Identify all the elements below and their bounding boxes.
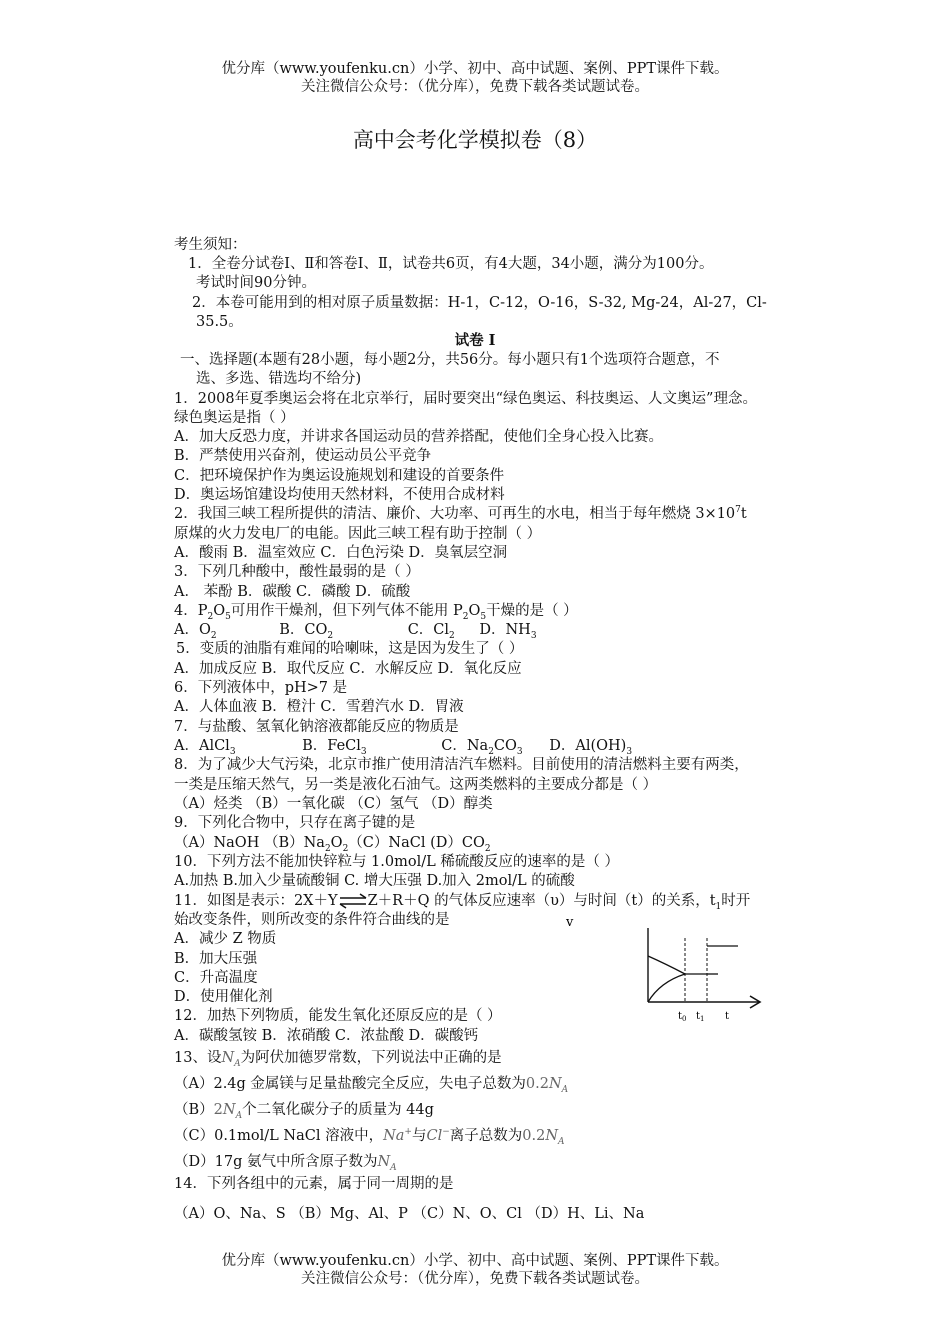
question-7-options <box>174 737 632 755</box>
subscript: 2 <box>484 843 491 854</box>
question-9: 9．下列化合物中，只存在离子键的是 <box>174 815 416 831</box>
question-5-options: A．加成反应 B．取代反应 C．水解反应 D．氧化反应 <box>174 661 522 677</box>
x-axis-label: t <box>725 1011 730 1022</box>
subscript: 2 <box>462 611 469 622</box>
q9-text: （C）NaCl (D）CO <box>348 835 485 851</box>
q11-text: 11．如图是表示：2X＋Y <box>174 893 338 909</box>
question-14: 14．下列各组中的元素，属于同一周期的是 <box>174 1176 454 1192</box>
question-11-option-a: A．减少 Z 物质 <box>174 931 277 947</box>
question-11-cont: 始改变条件，则所改变的条件符合曲线的是 <box>174 912 450 928</box>
q13-text: 为阿伏加德罗常数，下列说法中正确的是 <box>240 1050 502 1066</box>
question-2-cont: 原煤的火力发电厂的电能。因此三峡工程有助于控制（ ） <box>174 526 542 542</box>
question-3-options: A． 苯酚 B．碳酸 C．磷酸 D．硫酸 <box>174 584 411 600</box>
header-line-1: 优分库（www.youfenku.cn）小学、初中、高中试题、案例、PPT课件下载。 <box>221 61 729 77</box>
t1-label: $t_1$ <box>696 1011 705 1023</box>
exponent: 7 <box>735 505 741 516</box>
subscript: 2 <box>324 843 331 854</box>
notice-item-2: 2．本卷可能用到的相对原子质量数据：H-1，C-12，O-16，S-32, Mg-24，Al-27，Cl- <box>192 295 767 311</box>
y-axis-label: v <box>566 915 574 930</box>
q4-text: 可用作干燥剂，但下列气体不能用 P <box>230 603 463 619</box>
q9-text: （A）NaOH （B）Na <box>174 835 325 851</box>
notice-item-2-cont: 35.5。 <box>196 314 243 330</box>
question-6: 6．下列液体中，pH>7 是 <box>174 680 348 696</box>
q13-text: 13、设 <box>174 1050 222 1066</box>
paper-title: 试卷 Ⅰ <box>454 332 496 349</box>
equilibrium-arrow-icon <box>338 894 368 908</box>
q11-text: 时开 <box>721 893 751 909</box>
subscript: 2 <box>207 611 214 622</box>
page-title: 高中会考化学模拟卷（8） <box>352 128 598 152</box>
q4-text: 4．P <box>174 603 208 619</box>
notice-item-1: 1．全卷分试卷Ⅰ、Ⅱ和答卷Ⅰ、Ⅱ，试卷共6页，有4大题，34小题，满分为100分。 <box>188 256 714 272</box>
question-11-option-b: B．加大压强 <box>174 951 258 967</box>
header-line-2: 关注微信公众号：（优分库），免费下载各类试题试卷。 <box>301 79 649 95</box>
option-b: B．$CO_2$ <box>279 622 334 641</box>
q4-text: O <box>468 603 481 619</box>
subscript: 5 <box>225 611 231 622</box>
question-8: 8．为了减少大气污染，北京市推广使用清洁汽车燃料。目前使用的清洁燃料主要有两类， <box>174 757 749 773</box>
option-c: C．$Na_2CO_3$ <box>441 738 523 757</box>
question-7: 7．与盐酸、氢氧化钠溶液都能反应的物质是 <box>174 719 459 735</box>
question-2-options: A．酸雨 B．温室效应 C．白色污染 D．臭氧层空洞 <box>174 545 508 561</box>
forward-rate-curve <box>648 974 685 1002</box>
option-d: D．$Al(OH)_3$ <box>549 738 633 757</box>
question-11 <box>174 892 750 910</box>
question-13-option-c: （C）0.1mol/L NaCl 溶液中，Na+与Cl−离子总数为$0.2N_A$ <box>174 1127 565 1147</box>
t0-label: $t_0$ <box>678 1011 687 1023</box>
part-heading-cont: 选、多选、错选均不给分) <box>196 371 362 387</box>
question-9-options <box>174 834 491 852</box>
question-1-option-c: C．把环境保护作为奥运设施规划和建设的首要条件 <box>174 468 505 484</box>
notice-heading: 考生须知： <box>174 237 247 253</box>
question-12: 12．加热下列物质，能发生氧化还原反应的是（ ） <box>174 1008 502 1024</box>
question-13-option-a: （A）2.4g 金属镁与足量盐酸完全反应，失电子总数为$0.2N_A$ <box>174 1076 569 1095</box>
footer-line-2: 关注微信公众号：（优分库），免费下载各类试题试卷。 <box>301 1271 649 1287</box>
q11-text: Z＋R＋Q 的气体反应速率（υ）与时间（t）的关系，t <box>367 893 716 909</box>
option-a: A．$O_2$ <box>174 622 217 641</box>
question-1-option-a: A．加大反恐力度，并讲求各国运动员的营养搭配，使他们全身心投入比赛。 <box>174 429 663 445</box>
notice-item-1-cont: 考试时间90分钟。 <box>196 275 316 291</box>
footer-line-1: 优分库（www.youfenku.cn）小学、初中、高中试题、案例、PPT课件下载。 <box>221 1253 729 1269</box>
reverse-rate-curve <box>648 956 685 974</box>
question-2-text: 2．我国三峡工程所提供的清洁、廉价、大功率、可再生的水电，相当于每年燃烧 3×10 <box>174 506 736 522</box>
question-6-options: A．人体血液 B．橙汁 C．雪碧汽水 D．胃液 <box>174 699 464 715</box>
option-a: A．AlCl$_3$ <box>174 738 236 757</box>
subscript: 5 <box>480 611 487 622</box>
question-11-option-c: C．升高温度 <box>174 970 258 986</box>
question-8-cont: 一类是压缩天然气，另一类是液化石油气。这两类燃料的主要成分都是（ ） <box>174 777 658 793</box>
question-8-options: （A）烃类 （B）一氧化碳 （C）氢气 （D）醇类 <box>174 796 493 812</box>
option-d: D．$NH_3$ <box>479 622 537 641</box>
q9-text: O <box>330 835 343 851</box>
question-14-options: （A）O、Na、S （B）Mg、Al、P （C）N、O、Cl （D）H、Li、Na <box>174 1206 645 1222</box>
q4-text: 干燥的是（ ） <box>486 603 578 619</box>
q4-text: O <box>213 603 226 619</box>
option-c: C．$Cl_2$ <box>407 622 455 641</box>
question-4 <box>174 602 578 620</box>
question-11-option-d: D．使用催化剂 <box>174 989 273 1005</box>
question-4-options <box>174 621 537 639</box>
question-13-option-b: $(B)2N_A$个二氧化碳分子的质量为 44g <box>174 1102 434 1121</box>
question-13-option-d: （D）17g 氨气中所含原子数为$N_A$ <box>174 1154 397 1173</box>
question-3: 3．下列几种酸中，酸性最弱的是（ ） <box>174 564 420 580</box>
question-1: 1．2008年夏季奥运会将在北京举行，届时要突出“绿色奥运、科技奥运、人文奥运”理念。 <box>174 391 757 407</box>
question-13 <box>174 1049 502 1067</box>
question-1-option-b: B．严禁使用兴奋剂，使运动员公平竞争 <box>174 448 432 464</box>
subscript: 2 <box>342 843 349 854</box>
question-12-options: A．碳酸氢铵 B．浓硝酸 C．浓盐酸 D．碳酸钙 <box>174 1028 479 1044</box>
question-2 <box>174 505 747 523</box>
question-10-options: A.加热 B.加入少量硫酸铜 C. 增大压强 D.加入 2mol/L 的硫酸 <box>174 873 575 889</box>
subscript: 1 <box>715 901 722 912</box>
rate-time-graph <box>566 915 770 1028</box>
question-10: 10．下列方法不能加快锌粒与 1.0mol/L 稀硫酸反应的速率的是（ ） <box>174 854 619 870</box>
option-b: B．FeCl$_3$ <box>302 738 367 757</box>
part-heading: 一、选择题(本题有28小题，每小题2分，共56分。每小题只有1个选项符合题意，不 <box>180 352 720 368</box>
unit: t <box>740 506 747 522</box>
avogadro-symbol: $N_A$ <box>221 1050 241 1069</box>
question-1-cont: 绿色奥运是指（ ） <box>174 410 295 426</box>
question-1-option-d: D．奥运场馆建设均使用天然材料，不使用合成材料 <box>174 487 505 503</box>
question-5: 5．变质的油脂有难闻的哈喇味，这是因为发生了（ ） <box>176 641 524 657</box>
